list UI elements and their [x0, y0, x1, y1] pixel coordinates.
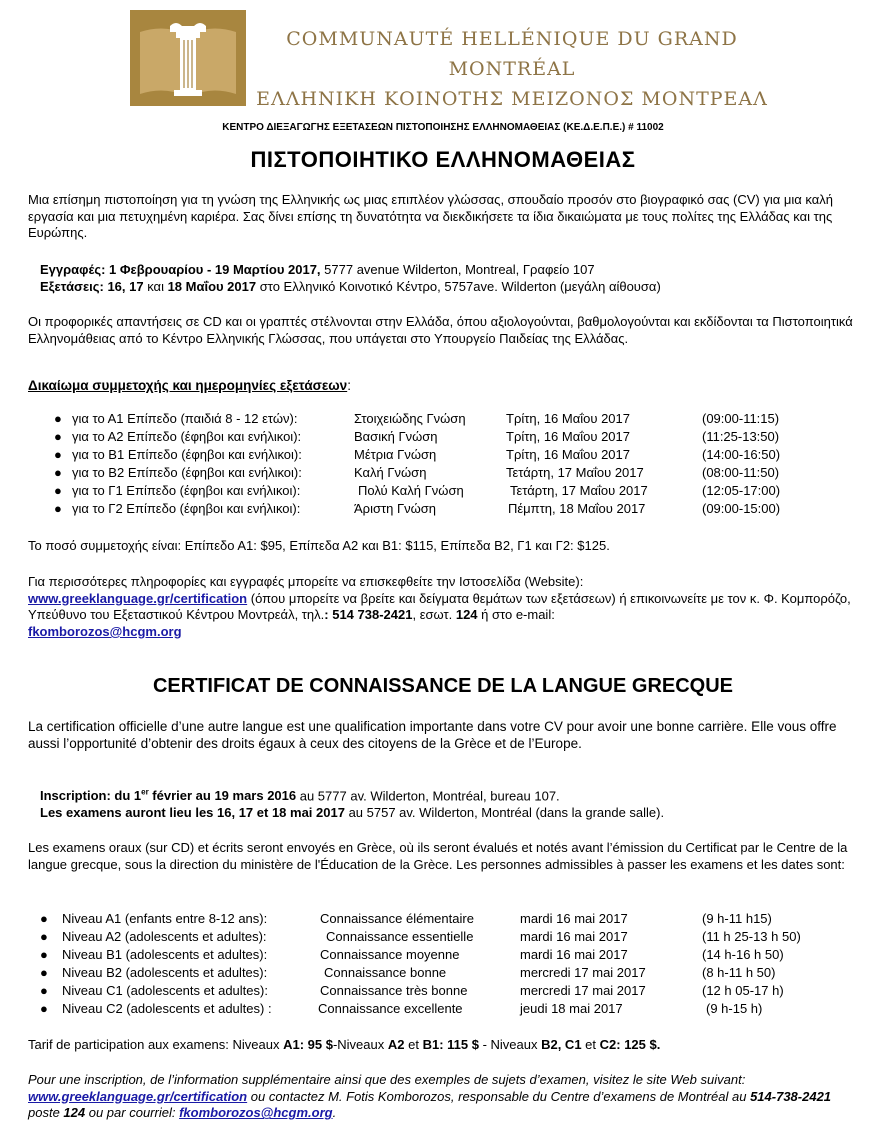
greek-exams-label: Εξετάσεις: 16, 17 [40, 279, 144, 294]
french-phone: 514-738-2421 [750, 1088, 832, 1104]
french-registration [40, 788, 860, 805]
french-process: Les examens oraux (sur CD) et écrits seront envoyés en Grèce, où ils seront évalués et notés avant l’émission du Certificat par le Centre de la langue grecque, sous la direction du ministère de l'Éducation de la Grèce. Les personnes admissibles à passer les examens et les dates sont: [28, 840, 848, 872]
greek-exams-label-2: 18 Μαΐου 2017 [167, 279, 257, 294]
french-fee-text: et [581, 1037, 600, 1052]
level-date: Τρίτη, 16 Μαΐου 2017 [506, 411, 630, 426]
french-fee [28, 1037, 858, 1054]
greek-level-row [40, 465, 860, 483]
greek-levels-list [40, 411, 860, 519]
french-contact-email-label: ou par courriel: [85, 1105, 180, 1121]
greek-registration-label: Εγγραφές: 1 Φεβρουαρίου - 19 Μαρτίου 2017, [40, 262, 321, 277]
french-level-row [40, 965, 860, 983]
greek-email-link[interactable]: fkomborozos@hcgm.org [28, 623, 182, 639]
bullet-icon: ● [54, 483, 62, 498]
greek-registration-details: 5777 avenue Wilderton, Montreal, Γραφείο 107 [320, 262, 595, 277]
organization-name [252, 24, 772, 114]
level-name: Connaissance très bonne [320, 983, 468, 998]
french-title: CERTIFICAT DE CONNAISSANCE DE LA LANGUE GRECQUE [152, 675, 734, 697]
level-label: Niveau A1 (enfants entre 8-12 ans): [62, 911, 268, 926]
greek-exams-and: και [143, 279, 168, 294]
level-time: (8 h-11 h 50) [702, 965, 776, 980]
level-date: Τρίτη, 16 Μαΐου 2017 [506, 429, 630, 444]
greek-exams-details: στο Ελληνικό Κοινοτικό Κέντρο, 5757ave. Wilderton (μεγάλη αίθουσα) [256, 279, 661, 294]
greek-subheading-colon: : [347, 378, 351, 393]
greek-subheading [28, 377, 351, 394]
french-fee-c2: C2: 125 $. [599, 1037, 661, 1052]
bullet-icon: ● [54, 411, 62, 426]
level-time: (12:05-17:00) [702, 483, 781, 498]
french-exams-label: Les examens auront lieu les 16, 17 et 18 mai 2017 [40, 805, 345, 820]
level-date: Τετάρτη, 17 Μαΐου 2017 [510, 483, 648, 498]
level-time: (08:00-11:50) [702, 465, 780, 480]
greek-ext: 124 [455, 607, 478, 623]
level-date: mercredi 17 mai 2017 [520, 965, 646, 980]
level-label: Niveau C2 (adolescents et adultes) : [62, 1001, 272, 1016]
level-date: mercredi 17 mai 2017 [520, 983, 646, 998]
greek-level-row [40, 447, 860, 465]
level-time: (12 h 05-17 h) [702, 983, 784, 998]
greek-intro: Μια επίσημη πιστοποίηση για τη γνώση της Ελληνικής ως μιας επιπλέον γλώσσας, σπουδαίο προσόν στο βιογραφικό σας (CV) για μια καλή εργασία και μια πετυχημένη καριέρα. Σας δίνει επίσης τη δυνατότητα να διεκδικήσετε τα ίδια δικαιώματα με τους πολίτες της Ελλάδας και της Ευρώπης. [28, 192, 833, 241]
french-registration-label-a: Inscription: du 1 [40, 788, 142, 804]
level-date: Τρίτη, 16 Μαΐου 2017 [506, 447, 630, 462]
bullet-icon: ● [40, 911, 48, 926]
level-time: (11 h 25-13 h 50) [702, 929, 801, 944]
french-contact-intro: Pour une inscription, de l’information supplémentaire ainsi que des exemples de sujets d’examen, visitez le site Web suivant: [28, 1072, 746, 1087]
level-name: Connaissance élémentaire [320, 911, 474, 926]
level-name: Μέτρια Γνώση [354, 447, 437, 462]
french-email-link[interactable]: fkomborozos@hcgm.org [179, 1105, 333, 1121]
french-registration-label-b: février au 19 mars 2016 [148, 788, 297, 804]
greek-title: ΠΙΣΤΟΠΟΙΗΤΙΚΟ ΕΛΛΗΝΟΜΑΘΕΙΑΣ [250, 147, 636, 172]
bullet-icon: ● [40, 983, 48, 998]
french-ext: 124 [63, 1105, 86, 1121]
level-name: Καλή Γνώση [354, 465, 427, 480]
french-fee-text: - Niveaux [478, 1037, 542, 1052]
greek-exams [40, 279, 860, 296]
french-website-link[interactable]: www.greeklanguage.gr/certification [28, 1088, 248, 1104]
exam-center-line: ΚΕΝΤΡΟ ΔΙΕΞΑΓΩΓΗΣ ΕΞΕΤΑΣΕΩΝ ΠΙΣΤΟΠΟΙΗΣΗΣ ΕΛΛΗΝΟΜΑΘΕΙΑΣ (ΚΕ.Δ.Ε.Π.Ε.) # 11002 [222, 122, 664, 133]
level-label: για το Β2 Επίπεδο (έφηβοι και ενήλικοι): [72, 465, 302, 480]
greek-subheading-text: Δικαίωμα συμμετοχής και ημερομηνίες εξετάσεων [28, 378, 348, 393]
greek-process: Οι προφορικές απαντήσεις σε CD και οι γραπτές στέλνονται στην Ελλάδα, όπου αξιολογούνται, βαθμολογούνται και εκδίδονται τα Πιστοποιητικά Ελληνομάθειας από το Κέντρο Ελληνικής Γλώσσας, που υπάγεται στο Υπουργείο Παιδείας της Ελλάδας. [28, 314, 853, 346]
french-contact-period: . [332, 1105, 337, 1121]
greek-contact-ext-label: , εσωτ. [412, 607, 456, 623]
bullet-icon: ● [40, 929, 48, 944]
level-label: Niveau A2 (adolescents et adultes): [62, 929, 267, 944]
french-fee-b2-c1: B2, C1 [541, 1037, 582, 1052]
french-contact-ext-label: poste [28, 1105, 64, 1121]
greek-contact-intro: Για περισσότερες πληροφορίες και εγγραφές μπορείτε να επισκεφθείτε την Ιστοσελίδα (Website): [28, 574, 584, 589]
level-label: Niveau B1 (adolescents et adultes): [62, 947, 268, 962]
bullet-icon: ● [54, 447, 62, 462]
french-level-row [40, 911, 860, 929]
level-label: Niveau C1 (adolescents et adultes): [62, 983, 268, 998]
level-label: για το Γ1 Επίπεδο (έφηβοι και ενήλικοι): [72, 483, 301, 498]
french-exams-details: au 5757 av. Wilderton, Montréal (dans la grande salle). [344, 805, 665, 820]
french-level-row [40, 1001, 860, 1019]
level-name: Βασική Γνώση [354, 429, 438, 444]
french-level-row [40, 929, 860, 947]
french-registration-details: au 5777 av. Wilderton, Montréal, bureau 107. [296, 788, 560, 804]
greek-contact-email-label: ή στο e-mail: [477, 607, 555, 623]
greek-phone: : 514 738-2421 [324, 607, 413, 623]
french-fee-a1: A1: 95 $ [283, 1037, 333, 1052]
greek-contact [28, 574, 858, 641]
greek-registration [40, 262, 860, 279]
bullet-icon: ● [40, 1001, 48, 1016]
level-date: mardi 16 mai 2017 [520, 947, 628, 962]
bullet-icon: ● [54, 465, 62, 480]
french-level-row [40, 983, 860, 1001]
french-levels-list [40, 911, 860, 1019]
level-time: (11:25-13:50) [702, 429, 780, 444]
level-time: (9 h-15 h) [706, 1001, 763, 1016]
french-level-row [40, 947, 860, 965]
bullet-icon: ● [40, 965, 48, 980]
french-fee-text: et [404, 1037, 423, 1052]
level-time: (09:00-15:00) [702, 501, 781, 516]
greek-level-row [40, 411, 860, 429]
level-label: για το Α2 Επίπεδο (έφηβοι και ενήλικοι): [72, 429, 302, 444]
level-name: Στοιχειώδης Γνώση [354, 411, 466, 426]
french-exams [40, 805, 860, 822]
bullet-icon: ● [54, 429, 62, 444]
letterhead [130, 8, 770, 108]
level-label: για το Γ2 Επίπεδο (έφηβοι και ενήλικοι): [72, 501, 301, 516]
french-registration-label [40, 788, 296, 803]
level-time: (14 h-16 h 50) [702, 947, 784, 962]
community-logo [130, 10, 246, 106]
french-contact [28, 1072, 858, 1122]
greek-fee: Το ποσό συμμετοχής είναι: Επίπεδο Α1: $95, Επίπεδα Α2 και Β1: $115, Επίπεδα Β2, Γ1 και Γ2: $125. [28, 538, 610, 553]
greek-level-row [40, 429, 860, 447]
french-intro: La certification officielle d’une autre langue est une qualification importante dans votre CV pour avoir une bonne carrière. Elle vous offre aussi l’opportunité d’obtenir des droits égaux à ceux des citoyens de la Grèce et de l’Europe. [28, 719, 837, 752]
level-name: Connaissance essentielle [326, 929, 474, 944]
level-date: mardi 16 mai 2017 [520, 911, 628, 926]
level-time: (09:00-11:15) [702, 411, 780, 426]
level-date: Πέμπτη, 18 Μαΐου 2017 [508, 501, 646, 516]
bullet-icon: ● [40, 947, 48, 962]
greek-level-row [40, 501, 860, 519]
greek-level-row [40, 483, 860, 501]
level-label: για το Α1 Επίπεδο (παιδιά 8 - 12 ετών): [72, 411, 298, 426]
level-name: Connaissance excellente [318, 1001, 463, 1016]
level-name: Connaissance bonne [324, 965, 447, 980]
level-date: mardi 16 mai 2017 [520, 929, 628, 944]
level-name: Connaissance moyenne [320, 947, 460, 962]
french-fee-text: Tarif de participation aux examens: Niveaux [28, 1037, 284, 1052]
greek-website-link[interactable]: www.greeklanguage.gr/certification [28, 590, 248, 606]
level-name: Άριστη Γνώση [354, 501, 437, 516]
level-date: jeudi 18 mai 2017 [520, 1001, 623, 1016]
greek-contact-text: (όπου μπορείτε να βρείτε και δείγματα θεμάτων των εξετάσεων) ή επικοινωνείτε με τον κ. Φ. Κομπορόζο, Υπεύθυνο του Εξεταστικού Κέντρου Μοντρεάλ, τηλ. [28, 590, 851, 623]
french-contact-text: ou contactez M. Fotis Komborozos, responsable du Centre d’examens de Montréal au [247, 1088, 751, 1104]
level-time: (14:00-16:50) [702, 447, 781, 462]
french-fee-a2: A2 [387, 1037, 405, 1052]
french-fee-b1: B1: 115 $ [422, 1037, 479, 1052]
bullet-icon: ● [54, 501, 62, 516]
level-date: Τετάρτη, 17 Μαΐου 2017 [506, 465, 644, 480]
level-label: Niveau B2 (adolescents et adultes): [62, 965, 268, 980]
organization-name-fr: COMMUNAUTÉ HELLÉNIQUE DU GRAND MONTRÉAL [286, 28, 738, 80]
level-label: για το Β1 Επίπεδο (έφηβοι και ενήλικοι): [72, 447, 302, 462]
french-registration-sup: er [141, 788, 149, 797]
french-fee-text: -Niveaux [332, 1037, 388, 1052]
organization-name-gr: ΕΛΛΗΝΙΚΗ ΚΟΙΝΟΤΗΣ ΜΕΙΖΟΝΟΣ ΜΟΝΤΡΕΑΛ [256, 88, 768, 110]
level-time: (9 h-11 h15) [702, 911, 772, 926]
level-name: Πολύ Καλή Γνώση [358, 483, 464, 498]
